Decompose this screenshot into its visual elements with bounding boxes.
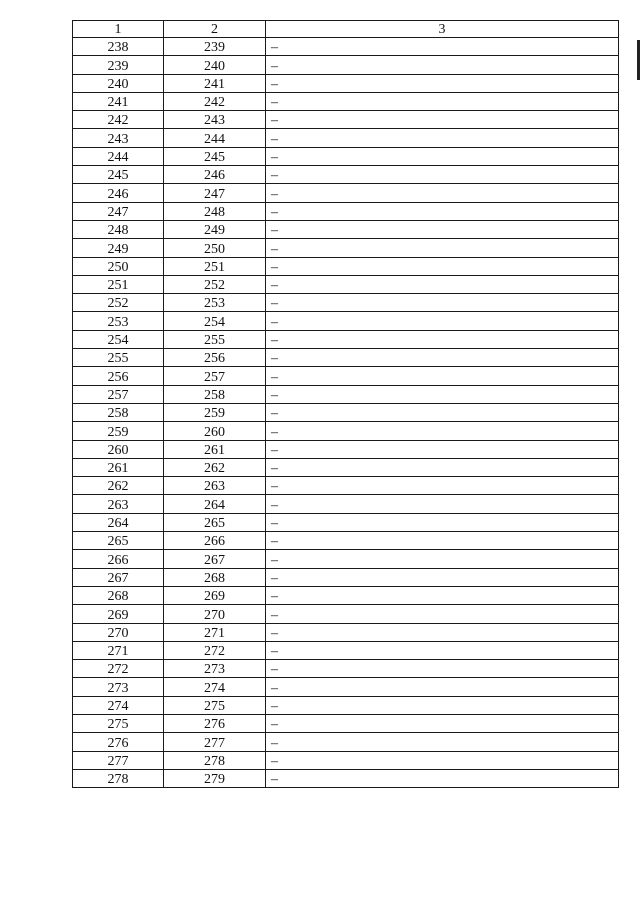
- table-row: [73, 586, 619, 604]
- table-cell-col-1: 257: [73, 385, 164, 403]
- table-cell-col-3: –: [266, 660, 619, 678]
- table-cell-col-3: –: [266, 349, 619, 367]
- table-cell-col-1: 240: [73, 74, 164, 92]
- table-cell-col-3: –: [266, 202, 619, 220]
- table-row: [73, 385, 619, 403]
- column-header-3: 3: [266, 21, 619, 38]
- table-cell-col-1: 246: [73, 184, 164, 202]
- table-row: [73, 147, 619, 165]
- table-row: [73, 349, 619, 367]
- table-row: [73, 751, 619, 769]
- table-cell-col-1: 262: [73, 477, 164, 495]
- table-cell-col-2: 261: [164, 440, 266, 458]
- table-row: [73, 74, 619, 92]
- table-row: [73, 550, 619, 568]
- table-cell-col-1: 238: [73, 38, 164, 56]
- table-cell-col-3: –: [266, 367, 619, 385]
- table-cell-col-2: 274: [164, 678, 266, 696]
- table-cell-col-3: –: [266, 129, 619, 147]
- table-cell-col-1: 276: [73, 733, 164, 751]
- table-cell-col-2: 278: [164, 751, 266, 769]
- table-cell-col-1: 245: [73, 166, 164, 184]
- table-cell-col-3: –: [266, 714, 619, 732]
- table-cell-col-3: –: [266, 74, 619, 92]
- table-cell-col-1: 249: [73, 239, 164, 257]
- table-cell-col-3: –: [266, 568, 619, 586]
- table-cell-col-3: –: [266, 769, 619, 787]
- table-cell-col-2: 263: [164, 477, 266, 495]
- table-cell-col-1: 277: [73, 751, 164, 769]
- table-row: [73, 477, 619, 495]
- column-header-2: 2: [164, 21, 266, 38]
- table-row: [73, 403, 619, 421]
- table-cell-col-1: 239: [73, 56, 164, 74]
- table-row: [73, 458, 619, 476]
- table-cell-col-2: 247: [164, 184, 266, 202]
- table-row: [73, 239, 619, 257]
- table-cell-col-2: 273: [164, 660, 266, 678]
- table-cell-col-2: 272: [164, 641, 266, 659]
- table-row: [73, 769, 619, 787]
- table-row: [73, 623, 619, 641]
- table-cell-col-2: 265: [164, 513, 266, 531]
- table-cell-col-3: –: [266, 312, 619, 330]
- table-cell-col-3: –: [266, 678, 619, 696]
- table-row: [73, 92, 619, 110]
- table-row: [73, 367, 619, 385]
- table-cell-col-3: –: [266, 495, 619, 513]
- table-cell-col-1: 254: [73, 330, 164, 348]
- table-row: [73, 56, 619, 74]
- table-cell-col-1: 248: [73, 220, 164, 238]
- table-cell-col-2: 264: [164, 495, 266, 513]
- table-cell-col-2: 250: [164, 239, 266, 257]
- table-cell-col-1: 270: [73, 623, 164, 641]
- table-cell-col-2: 260: [164, 422, 266, 440]
- table-cell-col-3: –: [266, 385, 619, 403]
- table-row: [73, 495, 619, 513]
- table-cell-col-2: 248: [164, 202, 266, 220]
- table-cell-col-2: 271: [164, 623, 266, 641]
- table-cell-col-1: 256: [73, 367, 164, 385]
- table-cell-col-2: 253: [164, 294, 266, 312]
- table-cell-col-3: –: [266, 458, 619, 476]
- table-cell-col-2: 275: [164, 696, 266, 714]
- table-cell-col-3: –: [266, 550, 619, 568]
- table-cell-col-2: 252: [164, 275, 266, 293]
- table-cell-col-1: 264: [73, 513, 164, 531]
- table-cell-col-1: 265: [73, 532, 164, 550]
- table-row: [73, 202, 619, 220]
- table-cell-col-2: 249: [164, 220, 266, 238]
- table-cell-col-2: 268: [164, 568, 266, 586]
- table-cell-col-1: 255: [73, 349, 164, 367]
- table-cell-col-1: 252: [73, 294, 164, 312]
- table-cell-col-2: 270: [164, 605, 266, 623]
- table-row: [73, 513, 619, 531]
- table-row: [73, 532, 619, 550]
- table-cell-col-1: 258: [73, 403, 164, 421]
- table-cell-col-3: –: [266, 605, 619, 623]
- table-cell-col-2: 279: [164, 769, 266, 787]
- column-header-1: 1: [73, 21, 164, 38]
- table-row: [73, 312, 619, 330]
- table-cell-col-1: 263: [73, 495, 164, 513]
- table-cell-col-3: –: [266, 111, 619, 129]
- table-cell-col-2: 277: [164, 733, 266, 751]
- table-cell-col-3: –: [266, 147, 619, 165]
- table-cell-col-3: –: [266, 623, 619, 641]
- table-cell-col-2: 262: [164, 458, 266, 476]
- table-cell-col-1: 269: [73, 605, 164, 623]
- table-cell-col-3: –: [266, 586, 619, 604]
- table-row: [73, 129, 619, 147]
- table-cell-col-3: –: [266, 38, 619, 56]
- table-cell-col-1: 267: [73, 568, 164, 586]
- table-cell-col-3: –: [266, 275, 619, 293]
- table-cell-col-1: 253: [73, 312, 164, 330]
- table-cell-col-3: –: [266, 641, 619, 659]
- table-row: [73, 660, 619, 678]
- table-row: [73, 422, 619, 440]
- table-cell-col-2: 242: [164, 92, 266, 110]
- table-row: [73, 568, 619, 586]
- table-cell-col-3: –: [266, 239, 619, 257]
- table-cell-col-3: –: [266, 532, 619, 550]
- table-row: [73, 111, 619, 129]
- table-cell-col-1: 242: [73, 111, 164, 129]
- table-cell-col-1: 272: [73, 660, 164, 678]
- table-cell-col-3: –: [266, 513, 619, 531]
- table-row: [73, 166, 619, 184]
- table-cell-col-1: 243: [73, 129, 164, 147]
- table-cell-col-3: –: [266, 166, 619, 184]
- table-row: [73, 714, 619, 732]
- table-cell-col-1: 260: [73, 440, 164, 458]
- table-cell-col-3: –: [266, 92, 619, 110]
- table-cell-col-1: 275: [73, 714, 164, 732]
- table-row: [73, 641, 619, 659]
- table-row: [73, 184, 619, 202]
- table-cell-col-1: 259: [73, 422, 164, 440]
- table-cell-col-3: –: [266, 751, 619, 769]
- table-cell-col-3: –: [266, 56, 619, 74]
- table-cell-col-2: 257: [164, 367, 266, 385]
- table-cell-col-2: 256: [164, 349, 266, 367]
- table-cell-col-2: 240: [164, 56, 266, 74]
- table-header-row: [73, 21, 619, 38]
- table-cell-col-2: 254: [164, 312, 266, 330]
- table-cell-col-2: 245: [164, 147, 266, 165]
- table-cell-col-2: 241: [164, 74, 266, 92]
- table-cell-col-3: –: [266, 477, 619, 495]
- table-cell-col-2: 244: [164, 129, 266, 147]
- table-row: [73, 696, 619, 714]
- table-cell-col-3: –: [266, 403, 619, 421]
- table-row: [73, 257, 619, 275]
- table-cell-col-1: 274: [73, 696, 164, 714]
- table-cell-col-1: 268: [73, 586, 164, 604]
- table-cell-col-1: 273: [73, 678, 164, 696]
- table-cell-col-3: –: [266, 257, 619, 275]
- table-cell-col-1: 266: [73, 550, 164, 568]
- table-cell-col-2: 266: [164, 532, 266, 550]
- table-cell-col-1: 244: [73, 147, 164, 165]
- table-cell-col-1: 251: [73, 275, 164, 293]
- table-cell-col-1: 241: [73, 92, 164, 110]
- table-cell-col-3: –: [266, 220, 619, 238]
- table-cell-col-2: 258: [164, 385, 266, 403]
- table-cell-col-3: –: [266, 294, 619, 312]
- table-row: [73, 440, 619, 458]
- table-cell-col-3: –: [266, 440, 619, 458]
- table-row: [73, 275, 619, 293]
- table-row: [73, 678, 619, 696]
- table-cell-col-1: 261: [73, 458, 164, 476]
- table-cell-col-3: –: [266, 330, 619, 348]
- table-cell-col-2: 243: [164, 111, 266, 129]
- table-cell-col-1: 247: [73, 202, 164, 220]
- table-cell-col-3: –: [266, 184, 619, 202]
- table-cell-col-2: 251: [164, 257, 266, 275]
- table-cell-col-2: 259: [164, 403, 266, 421]
- table-row: [73, 38, 619, 56]
- table-cell-col-2: 246: [164, 166, 266, 184]
- table-row: [73, 330, 619, 348]
- table-cell-col-2: 239: [164, 38, 266, 56]
- table-cell-col-3: –: [266, 733, 619, 751]
- table-row: [73, 605, 619, 623]
- table-cell-col-1: 278: [73, 769, 164, 787]
- table-cell-col-2: 267: [164, 550, 266, 568]
- table-body: [73, 38, 619, 788]
- table-header: [73, 21, 619, 38]
- table-cell-col-2: 276: [164, 714, 266, 732]
- document-table: [72, 20, 619, 788]
- table-cell-col-3: –: [266, 422, 619, 440]
- table-row: [73, 733, 619, 751]
- table-cell-col-1: 250: [73, 257, 164, 275]
- table-cell-col-2: 269: [164, 586, 266, 604]
- table-cell-col-2: 255: [164, 330, 266, 348]
- table-cell-col-1: 271: [73, 641, 164, 659]
- table-cell-col-3: –: [266, 696, 619, 714]
- table-row: [73, 220, 619, 238]
- table-row: [73, 294, 619, 312]
